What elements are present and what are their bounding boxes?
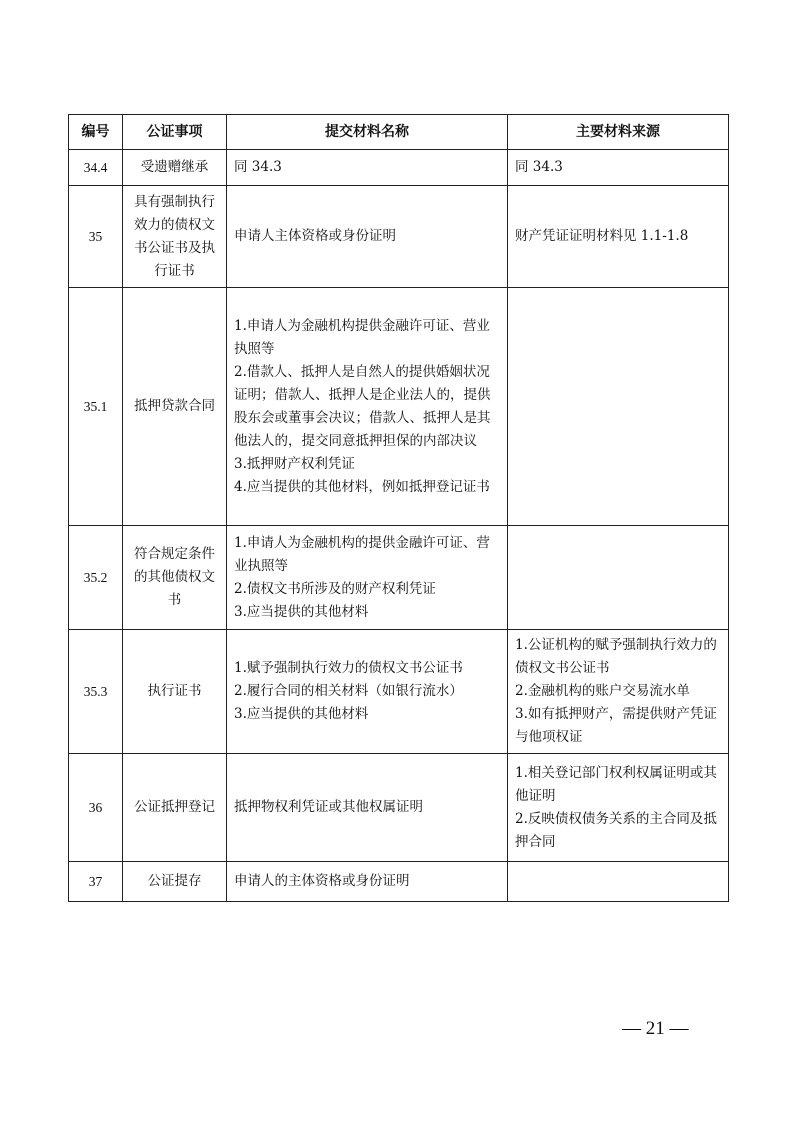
source-line: 3.如有抵押财产，需提供财产凭证与他项权证 — [515, 706, 717, 745]
source-line: 1.相关登记部门权利权属证明或其他证明 — [515, 764, 717, 804]
row-materials — [227, 186, 508, 288]
table-header-row — [69, 115, 729, 150]
header-number: 编号 — [69, 115, 123, 150]
source-line: 2.反映债权债务关系的主合同及抵押合同 — [515, 810, 717, 850]
table-row — [69, 754, 729, 862]
row-sources — [508, 186, 729, 288]
row-item: 符合规定条件的其他债权文书 — [123, 526, 227, 630]
material-line: 1.赋予强制执行效力的债权文书公证书 — [234, 660, 463, 676]
material-line: 2.履行合同的相关材料（如银行流水） — [234, 683, 463, 699]
table-row — [69, 526, 729, 630]
materials-table — [68, 114, 729, 902]
row-materials — [227, 630, 508, 754]
table-row — [69, 862, 729, 902]
row-sources — [508, 150, 729, 186]
material-line: 3.应当提供的其他材料 — [234, 706, 369, 722]
page-number: — 21 — — [622, 1018, 689, 1039]
table-row — [69, 150, 729, 186]
header-materials: 提交材料名称 — [227, 115, 508, 150]
row-id: 35 — [69, 186, 123, 288]
material-line: 3.抵押财产权利凭证 — [234, 455, 355, 472]
material-line: 4.应当提供的其他材料，例如抵押登记证书 — [234, 478, 490, 495]
material-line: 申请人主体资格或身份证明 — [234, 228, 396, 244]
material-line: 2.借款人、抵押人是自然人的提供婚姻状况证明；借款人、抵押人是企业法人的，提供股东会或董事会决议；借款人、抵押人是其他法人的，提交同意抵押担保的内部决议 — [234, 363, 491, 449]
row-item: 公证抵押登记 — [123, 754, 227, 862]
material-line: 抵押物权利凭证或其他权属证明 — [234, 799, 423, 815]
material-line: 1.申请人为金融机构提供金融许可证、营业执照等 — [234, 317, 490, 357]
row-item: 公证提存 — [123, 862, 227, 902]
row-sources — [508, 630, 729, 754]
source-line: 财产凭证证明材料见 1.1-1.8 — [515, 228, 689, 244]
row-id: 34.4 — [69, 150, 123, 186]
header-sources: 主要材料来源 — [508, 115, 729, 150]
row-id: 36 — [69, 754, 123, 862]
row-id: 35.3 — [69, 630, 123, 754]
row-materials — [227, 862, 508, 902]
row-materials — [227, 150, 508, 186]
row-id: 37 — [69, 862, 123, 902]
header-notary-item: 公证事项 — [123, 115, 227, 150]
material-line: 2.债权文书所涉及的财产权利凭证 — [234, 580, 436, 597]
row-item: 受遗赠继承 — [123, 150, 227, 186]
table-row — [69, 288, 729, 526]
row-item: 抵押贷款合同 — [123, 288, 227, 526]
material-line: 3.应当提供的其他材料 — [234, 603, 369, 620]
source-line: 同 34.3 — [515, 159, 563, 175]
table-row — [69, 630, 729, 754]
row-item: 具有强制执行效力的债权文书公证书及执行证书 — [123, 186, 227, 288]
row-sources — [508, 288, 729, 526]
row-id: 35.1 — [69, 288, 123, 526]
row-sources — [508, 862, 729, 902]
row-materials — [227, 754, 508, 862]
row-id: 35.2 — [69, 526, 123, 630]
source-line: 1.公证机构的赋予强制执行效力的债权文书公证书 — [515, 637, 717, 676]
row-sources — [508, 526, 729, 630]
material-line: 申请人的主体资格或身份证明 — [234, 873, 410, 889]
source-line: 2.金融机构的账户交易流水单 — [515, 683, 690, 699]
row-materials — [227, 288, 508, 526]
row-item: 执行证书 — [123, 630, 227, 754]
row-materials — [227, 526, 508, 630]
row-sources — [508, 754, 729, 862]
table-row — [69, 186, 729, 288]
material-line: 1.申请人为金融机构的提供金融许可证、营业执照等 — [234, 534, 490, 574]
material-line: 同 34.3 — [234, 159, 282, 175]
